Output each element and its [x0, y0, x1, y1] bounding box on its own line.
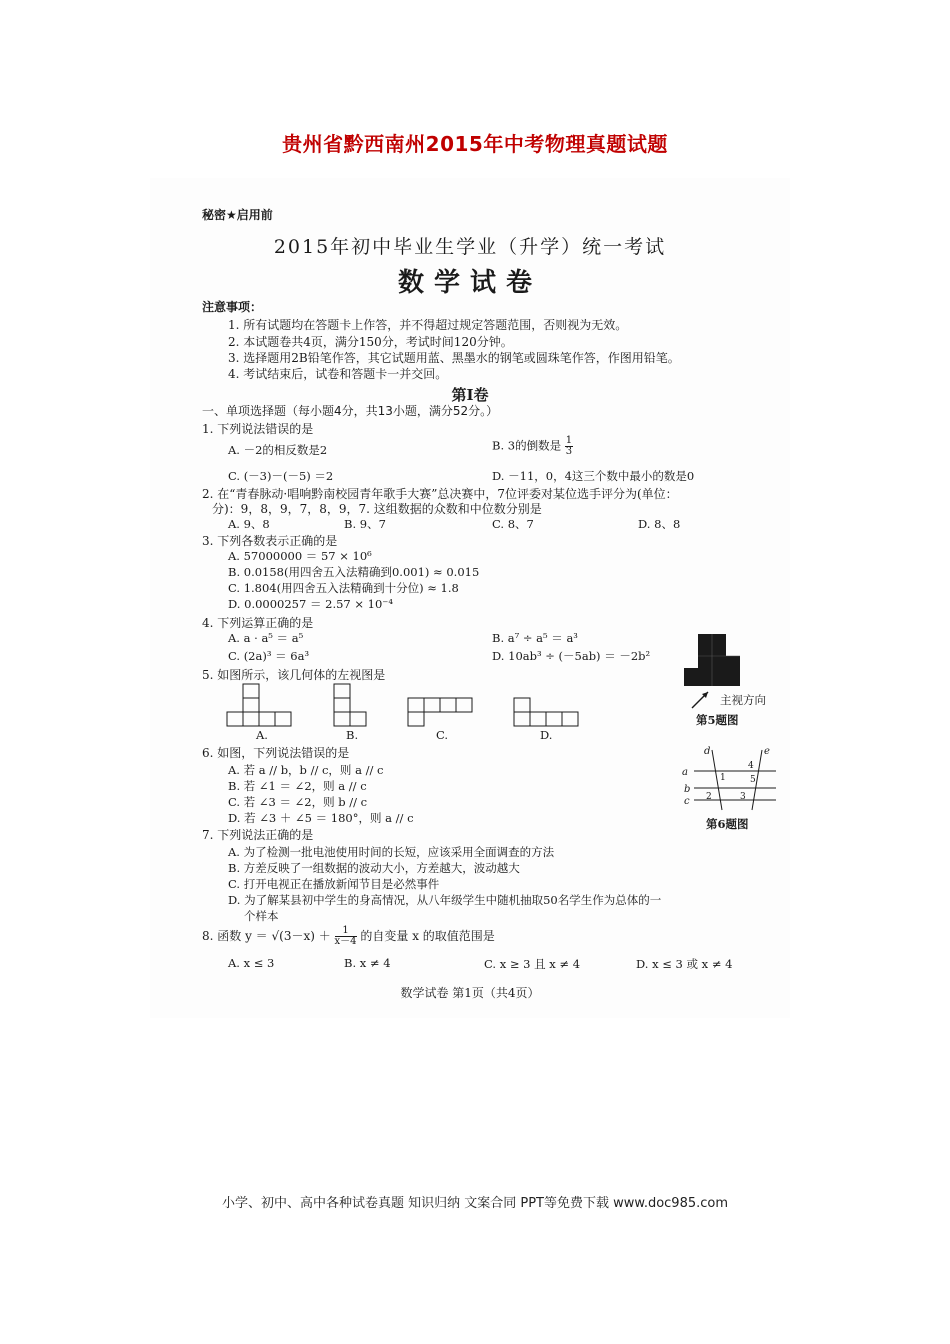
q6-figure: [678, 744, 778, 814]
q5-label-a: A.: [256, 728, 268, 742]
q8-stem-pre: 8. 函数 y ＝ √(3－x) ＋: [202, 929, 331, 943]
q4-option-d: D. 10ab³ ÷ (－5ab) ＝ －2b²: [492, 649, 651, 663]
q8-frac-den: x－4: [334, 936, 357, 947]
volume-title: 第Ⅰ卷: [451, 386, 489, 404]
q6-label-c: c: [684, 796, 690, 807]
q2-stem-line2: 分)：9，8，9，7，8，9，7. 这组数据的众数和中位数分别是: [212, 502, 542, 516]
subject-title: 数学试卷: [397, 268, 542, 298]
exam-scan: [150, 178, 790, 1018]
q3-option-b: B. 0.0158(用四舍五入法精确到0.001) ≈ 0.015: [228, 565, 480, 579]
q6-option-c: C. 若 ∠3 ＝ ∠2，则 b // c: [228, 795, 368, 809]
download-banner: 小学、初中、高中各种试卷真题 知识归纳 文案合同 PPT等免费下载 www.doc985.com: [221, 1196, 729, 1211]
q6-angle-2: 2: [706, 792, 712, 802]
q2-option-c: C. 8、7: [492, 517, 534, 531]
page-footer: 数学试卷 第1页（共4页）: [400, 986, 540, 1000]
q5-option-d-figure: [512, 682, 582, 728]
q8-option-d: D. x ≤ 3 或 x ≠ 4: [636, 957, 733, 971]
q6-label-d: d: [704, 746, 711, 757]
q7-stem: 7. 下列说法正确的是: [202, 828, 314, 842]
q1-option-b: [492, 436, 573, 457]
q6-option-d: D. 若 ∠3 ＋ ∠5 ＝ 180°，则 a // c: [228, 811, 414, 825]
q3-option-d: D. 0.0000257 ＝ 2.57 × 10⁻⁴: [228, 597, 393, 611]
q8-option-b: B. x ≠ 4: [344, 956, 391, 970]
q8-option-a: A. x ≤ 3: [228, 956, 275, 970]
q8-stem: [202, 926, 495, 947]
q5-label-b: B.: [346, 728, 359, 742]
q6-angle-1: 1: [720, 773, 726, 783]
q6-angle-4: 4: [748, 761, 754, 771]
q2-option-d: D. 8、8: [638, 517, 681, 531]
secret-label: 秘密★启用前: [202, 208, 273, 222]
notice-heading: 注意事项：: [202, 300, 263, 314]
q1-stem: 1. 下列说法错误的是: [202, 422, 314, 436]
q5-label-c: C.: [436, 728, 449, 742]
q8-fraction: [335, 926, 357, 947]
q6-angle-3: 3: [740, 792, 746, 802]
q4-option-c: C. (2a)³ ＝ 6a³: [228, 649, 310, 663]
q8-option-c: C. x ≥ 3 且 x ≠ 4: [484, 957, 581, 971]
q1-option-c: C. (－3)－(－5) ＝2: [228, 469, 334, 483]
q1-option-b-text: B. 3的倒数是: [492, 438, 562, 453]
q6-label-e: e: [764, 746, 770, 757]
q4-option-b: B. a⁷ ÷ a⁵ ＝ a³: [492, 631, 578, 645]
q6-label-b: b: [684, 784, 691, 795]
q5-option-c-figure: [406, 682, 476, 728]
q1-fraction: [565, 436, 573, 457]
q1-frac-den: 3: [565, 446, 573, 457]
q1-frac-num: 1: [565, 435, 573, 446]
q7-option-a: A. 为了检测一批电池使用时间的长短，应该采用全面调查的方法: [228, 845, 555, 859]
q6-option-b: B. 若 ∠1 ＝ ∠2，则 a // c: [228, 779, 367, 793]
q3-stem: 3. 下列各数表示正确的是: [202, 534, 338, 548]
q5-option-b-figure: [330, 682, 370, 728]
q6-label-a: a: [682, 767, 688, 778]
section-heading: 一、单项选择题（每小题4分，共13小题，满分52分。）: [202, 404, 499, 418]
q6-figure-caption: 第6题图: [706, 817, 749, 831]
q5-arrow-label: 主视方向: [720, 693, 766, 707]
q5-figure-caption: 第5题图: [696, 713, 739, 727]
q1-option-d: D. －11，0，4这三个数中最小的数是0: [492, 469, 695, 483]
q7-option-d-line2: 个样本: [244, 909, 279, 923]
q5-label-d: D.: [540, 728, 553, 742]
q6-angle-5: 5: [750, 775, 756, 785]
q8-stem-post: 的自变量 x 的取值范围是: [360, 929, 495, 943]
q2-option-a: A. 9、8: [228, 517, 270, 531]
q5-option-a-figure: [226, 682, 296, 728]
q2-stem-line1: 2. 在“青春脉动·唱响黔南校园青年歌手大赛”总决赛中，7位评委对某位选手评分为(单位：: [202, 487, 678, 501]
q5-stem: 5. 如图所示，该几何体的左视图是: [202, 668, 386, 682]
document-title: 贵州省黔西南州2015年中考物理真题试题: [282, 132, 668, 156]
q3-option-c: C. 1.804(用四舍五入法精确到十分位) ≈ 1.8: [228, 581, 459, 595]
q2-option-b: B. 9、7: [344, 517, 386, 531]
exam-title: 2015年初中毕业生学业（升学）统一考试: [273, 236, 667, 258]
q1-option-a: A. －2的相反数是2: [228, 443, 328, 457]
q7-option-d-line1: D. 为了解某县初中学生的身高情况，从八年级学生中随机抽取50名学生作为总体的一: [228, 893, 662, 907]
q6-stem: 6. 如图，下列说法错误的是: [202, 746, 350, 760]
q4-stem: 4. 下列运算正确的是: [202, 616, 314, 630]
notice-item-1: 1. 所有试题均在答题卡上作答，并不得超过规定答题范围，否则视为无效。: [228, 318, 628, 332]
q4-option-a: A. a · a⁵ ＝ a⁵: [228, 631, 304, 645]
q6-option-a: A. 若 a // b，b // c，则 a // c: [228, 763, 384, 777]
q7-option-c: C. 打开电视正在播放新闻节目是必然事件: [228, 877, 440, 891]
q7-option-b: B. 方差反映了一组数据的波动大小，方差越大，波动越大: [228, 861, 520, 875]
notice-item-3: 3. 选择题用2B铅笔作答，其它试题用蓝、黑墨水的钢笔或圆珠笔作答，作图用铅笔。: [228, 351, 680, 365]
q3-option-a: A. 57000000 ＝ 57 × 10⁶: [228, 549, 372, 563]
notice-item-2: 2. 本试题卷共4页，满分150分，考试时间120分钟。: [228, 335, 513, 349]
notice-item-4: 4. 考试结束后，试卷和答题卡一并交回。: [228, 367, 448, 381]
q8-frac-num: 1: [335, 926, 357, 937]
